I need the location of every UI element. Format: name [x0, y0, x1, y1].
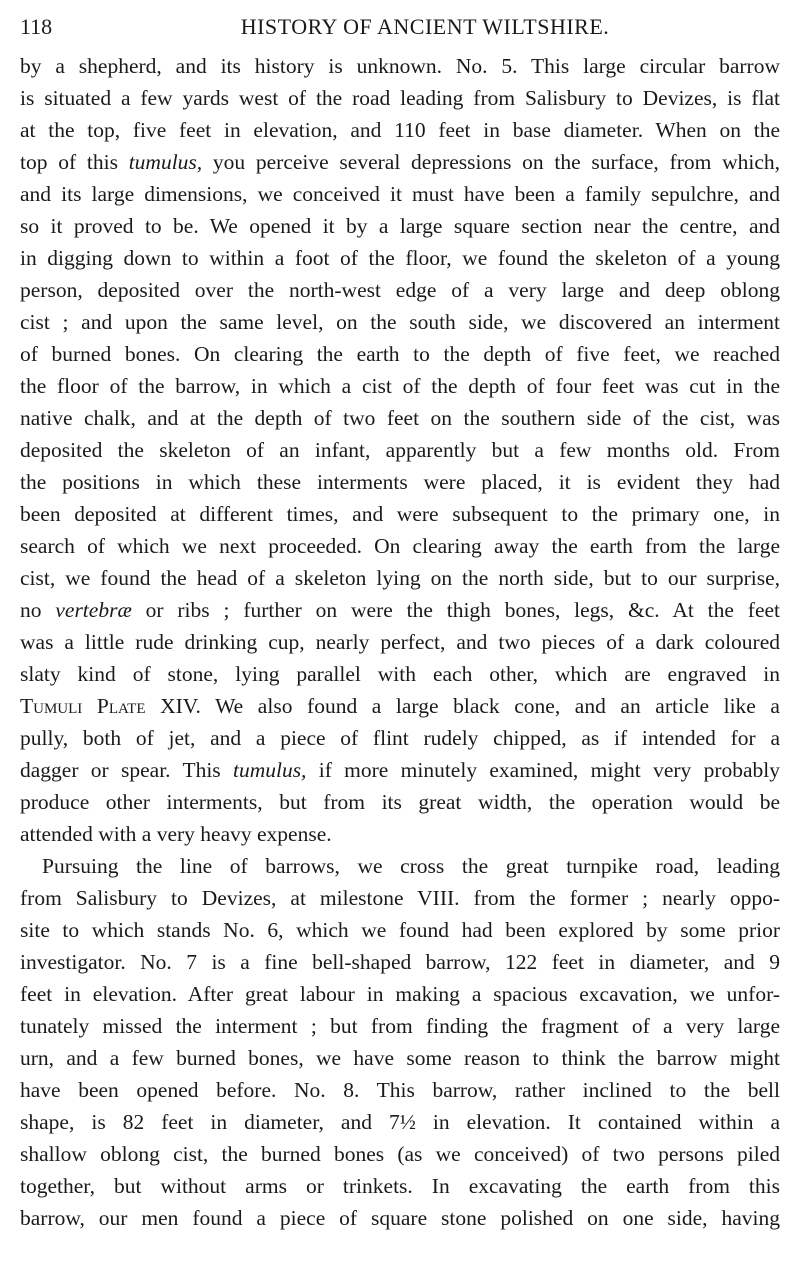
text-line: [20, 754, 780, 786]
text-segment: was a little rude drinking cup, nearly perfect, and two pieces of a dark coloured: [20, 630, 780, 654]
text-segment: pully, both of jet, and a piece of flint rudely chipped, as if intended for a: [20, 726, 780, 750]
text-line: [20, 338, 780, 370]
text-line: [20, 914, 780, 946]
text-line: [20, 1106, 780, 1138]
text-line: [20, 50, 780, 82]
text-line: [20, 690, 780, 722]
text-line: [20, 306, 780, 338]
text-segment: no: [20, 598, 56, 622]
text-line: [20, 210, 780, 242]
text-segment: attended with a very heavy expense.: [20, 822, 332, 846]
text-segment: dagger or spear. This: [20, 758, 233, 782]
text-line: [20, 1138, 780, 1170]
text-line: [20, 562, 780, 594]
text-segment: site to which stands No. 6, which we found had been explored by some prior: [20, 918, 780, 942]
italic-text: tumulus,: [128, 150, 203, 174]
text-segment: person, deposited over the north-west edge of a very large and deep oblong: [20, 278, 780, 302]
italic-text: tumulus,: [232, 758, 307, 782]
text-line: [20, 1042, 780, 1074]
text-segment: so it proved to be. We opened it by a large square section near the centre, and: [20, 214, 780, 238]
text-segment: the positions in which these interments were placed, it is evident they had: [20, 470, 780, 494]
text-line: [20, 530, 780, 562]
text-segment: native chalk, and at the depth of two feet on the southern side of the cist, was: [20, 406, 780, 430]
text-segment: Pursuing the line of barrows, we cross the great turnpike road, leading: [42, 854, 780, 878]
text-segment: been deposited at different times, and were subsequent to the primary one, in: [20, 502, 780, 526]
body-text: [20, 50, 780, 1234]
text-segment: urn, and a few burned bones, we have some reason to think the barrow might: [20, 1046, 780, 1070]
text-segment: from Salisbury to Devizes, at milestone VIII. from the former ; nearly oppo-: [20, 886, 780, 910]
text-line: [20, 850, 780, 882]
text-segment: cist, we found the head of a skeleton lying on the north side, but to our surprise,: [20, 566, 780, 590]
text-segment: barrow, our men found a piece of square stone polished on one side, having: [20, 1206, 780, 1230]
text-segment: tunately missed the interment ; but from finding the fragment of a very large: [20, 1014, 780, 1038]
text-line: [20, 178, 780, 210]
running-title: HISTORY OF ANCIENT WILTSHIRE.: [240, 14, 610, 39]
page-number: 118: [20, 14, 53, 39]
text-line: [20, 114, 780, 146]
text-line: [20, 82, 780, 114]
text-segment: deposited the skeleton of an infant, apparently but a few months old. From: [20, 438, 780, 462]
text-segment: you perceive several depressions on the surface, from which,: [202, 150, 781, 174]
text-line: [20, 1170, 780, 1202]
text-segment: feet in elevation. After great labour in making a spacious excavation, we unfor-: [20, 982, 780, 1006]
text-segment: cist ; and upon the same level, on the south side, we discovered an interment: [20, 310, 780, 334]
text-segment: in digging down to within a foot of the floor, we found the skeleton of a young: [20, 246, 780, 270]
text-line: [20, 594, 780, 626]
text-line: [20, 434, 780, 466]
text-line: [20, 786, 780, 818]
text-segment: shape, is 82 feet in diameter, and 7½ in elevation. It contained within a: [20, 1110, 780, 1134]
text-line: [20, 146, 780, 178]
italic-text: vertebræ: [55, 598, 132, 622]
text-segment: produce other interments, but from its great width, the operation would be: [20, 790, 780, 814]
text-line: [20, 722, 780, 754]
text-segment: is situated a few yards west of the road leading from Salisbury to Devizes, is flat: [20, 86, 780, 110]
text-segment: slaty kind of stone, lying parallel with each other, which are engraved in: [20, 662, 780, 686]
text-segment: We also found a large black cone, and an article like a: [200, 694, 780, 718]
plate-reference: Tumuli Plate XIV.: [20, 694, 201, 718]
text-line: [20, 274, 780, 306]
text-segment: search of which we next proceeded. On clearing away the earth from the large: [20, 534, 780, 558]
text-line: [20, 658, 780, 690]
text-line: [20, 818, 780, 850]
text-segment: by a shepherd, and its history is unknown. No. 5. This large circular barrow: [20, 54, 780, 78]
text-segment: of burned bones. On clearing the earth to the depth of five feet, we reached: [20, 342, 780, 366]
text-line: [20, 402, 780, 434]
text-segment: or ribs ; further on were the thigh bones, legs, &c. At the feet: [131, 598, 780, 622]
text-segment: shallow oblong cist, the burned bones (as we conceived) of two persons piled: [20, 1142, 780, 1166]
text-segment: and its large dimensions, we conceived it must have been a family sepulchre, and: [20, 182, 780, 206]
text-line: [20, 498, 780, 530]
text-segment: top of this: [20, 150, 129, 174]
text-line: [20, 370, 780, 402]
text-line: [20, 1202, 780, 1234]
text-line: [20, 626, 780, 658]
text-line: [20, 946, 780, 978]
text-segment: at the top, five feet in elevation, and 110 feet in base diameter. When on the: [20, 118, 780, 142]
text-line: [20, 242, 780, 274]
text-segment: investigator. No. 7 is a fine bell-shaped barrow, 122 feet in diameter, and 9: [20, 950, 780, 974]
text-segment: have been opened before. No. 8. This barrow, rather inclined to the bell: [20, 1078, 780, 1102]
text-segment: if more minutely examined, might very probably: [306, 758, 780, 782]
text-line: [20, 1010, 780, 1042]
text-segment: the floor of the barrow, in which a cist of the depth of four feet was cut in the: [20, 374, 780, 398]
text-line: [20, 466, 780, 498]
text-line: [20, 1074, 780, 1106]
text-line: [20, 978, 780, 1010]
text-segment: together, but without arms or trinkets. In excavating the earth from this: [20, 1174, 780, 1198]
text-line: [20, 882, 780, 914]
